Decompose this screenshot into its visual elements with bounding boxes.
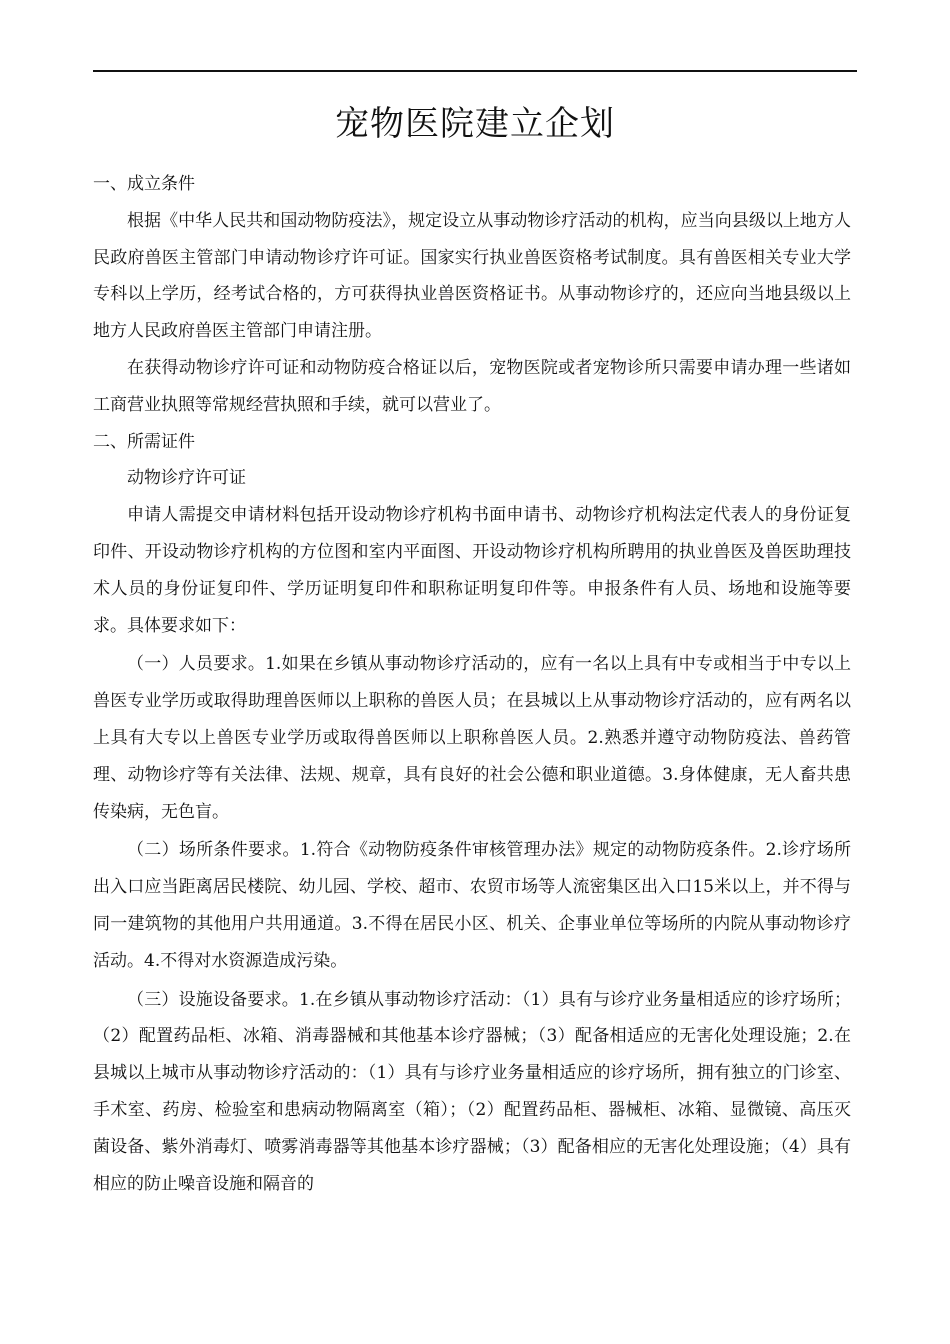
- requirement-paragraph: （二）场所条件要求。1.符合《动物防疫条件审核管理办法》规定的动物防疫条件。2.诊疗场所出入口应当距离居民楼院、幼儿园、学校、超市、农贸市场等人流密集区出入口15米以上，并不得与同一建筑物的其他用户共用通道。3.不得在居民小区、机关、企事业单位等场所的内院从事动物诊疗活动。4.不得对水资源造成污染。: [93, 840, 851, 971]
- body-paragraph: 申请人需提交申请材料包括开设动物诊疗机构书面申请书、动物诊疗机构法定代表人的身份证复印件、开设动物诊疗机构的方位图和室内平面图、开设动物诊疗机构所聘用的执业兽医及兽医助理技术人员的身份证复印件、学历证明复印件和职称证明复印件等。申报条件有人员、场地和设施等要求。具体要求如下：: [93, 505, 851, 636]
- document-body: [93, 166, 851, 1202]
- body-paragraph: 根据《中华人民共和国动物防疫法》，规定设立从事动物诊疗活动的机构，应当向县级以上地方人民政府兽医主管部门申请动物诊疗许可证。国家实行执业兽医资格考试制度。具有兽医相关专业大学专科以上学历，经考试合格的，方可获得执业兽医资格证书。从事动物诊疗的，还应向当地县级以上地方人民政府兽医主管部门申请注册。: [93, 210, 851, 342]
- document-title: 宠物医院建立企划: [335, 104, 615, 144]
- requirement-paragraph: （三）设施设备要求。1.在乡镇从事动物诊疗活动：（1）具有与诊疗业务量相适应的诊疗场所；（2）配置药品柜、冰箱、消毒器械和其他基本诊疗器械；（3）配备相适应的无害化处理设施；2.在县城以上城市从事动物诊疗活动的：（1）具有与诊疗业务量相适应的诊疗场所，拥有独立的门诊室、手术室、药房、检验室和患病动物隔离室（箱）；（2）配置药品柜、器械柜、冰箱、显微镜、高压灭菌设备、紫外消毒灯、喷雾消毒器等其他基本诊疗器械；（3）配备相应的无害化处理设施；（4）具有相应的防止噪音设施和隔音的: [93, 989, 851, 1194]
- subsection-heading: 动物诊疗许可证: [127, 468, 246, 489]
- body-paragraph: 在获得动物诊疗许可证和动物防疫合格证以后，宠物医院或者宠物诊所只需要申请办理一些诸如工商营业执照等常规经营执照和手续，就可以营业了。: [93, 357, 851, 415]
- header-rule: [93, 70, 857, 72]
- section-heading: 二、所需证件: [93, 431, 195, 452]
- requirement-paragraph: （一）人员要求。1.如果在乡镇从事动物诊疗活动的，应有一名以上具有中专或相当于中专以上兽医专业学历或取得助理兽医师以上职称的兽医人员；在县城以上从事动物诊疗活动的，应有两名以上具有大专以上兽医专业学历或取得兽医师以上职称兽医人员。2.熟悉并遵守动物防疫法、兽药管理、动物诊疗等有关法律、法规、规章，具有良好的社会公德和职业道德。3.身体健康，无人畜共患传染病，无色盲。: [93, 654, 851, 822]
- section-heading: 一、成立条件: [93, 174, 195, 194]
